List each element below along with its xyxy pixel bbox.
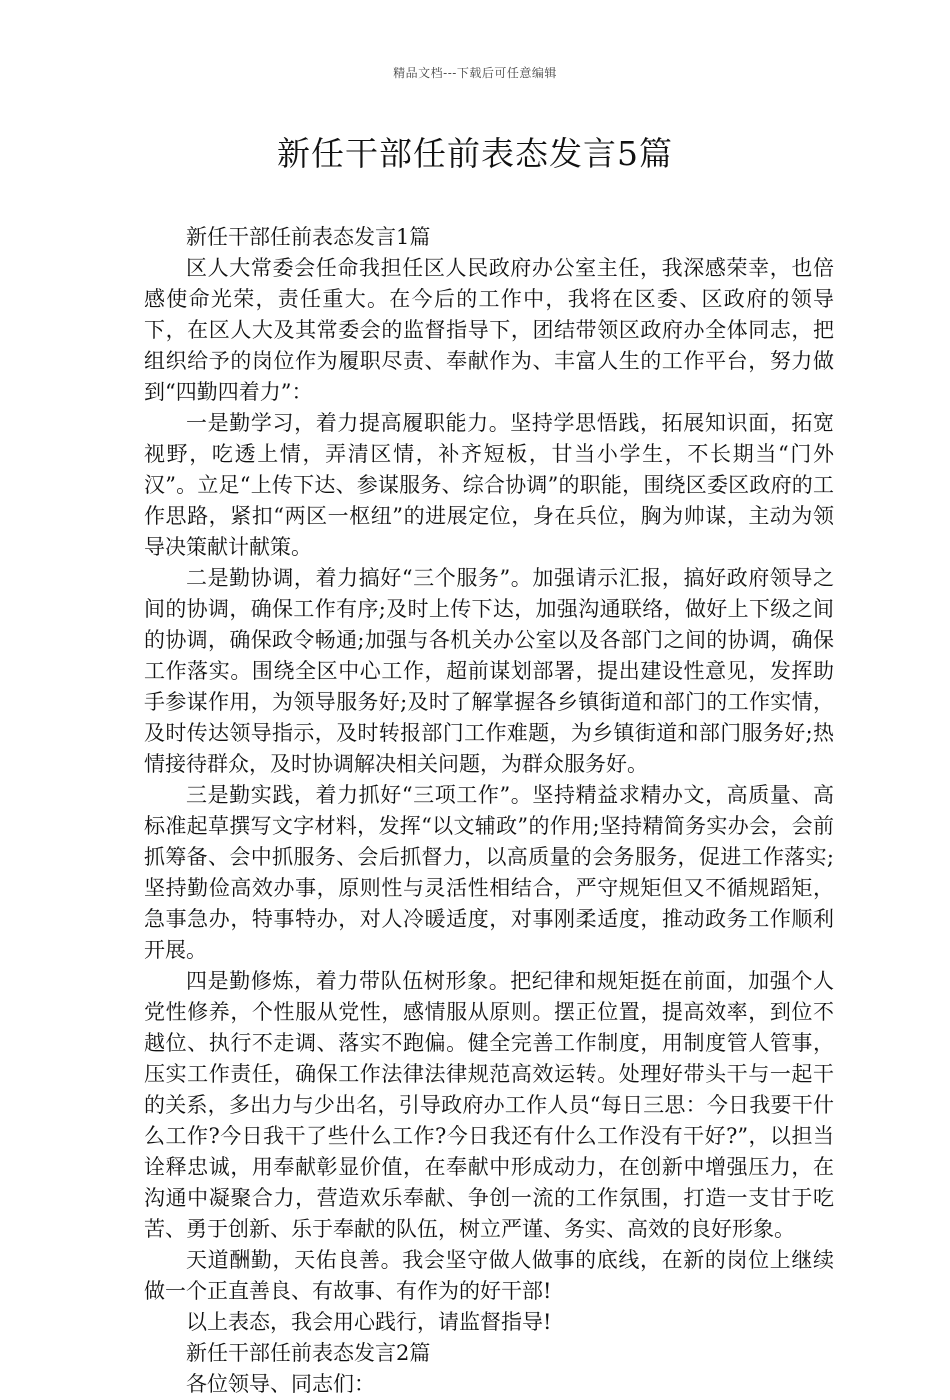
document-body (144, 222, 834, 1400)
paragraph: 四是勤修炼，着力带队伍树形象。把纪律和规矩挺在前面，加强个人党性修养，个性服从党性，感情服从原则。摆正位置，提高效率，到位不越位、执行不走调、落实不跑偏。健全完善工作制度，用制度管人管事，压实工作责任，确保工作法律法律规范高效运转。处理好带头干与一起干的关系，多出力与少出名，引导政府办工作人员“每日三思：今日我要干什么工作?今日我干了些什么工作?今日我还有什么工作没有干好?”，以担当诠释忠诚，用奉献彰显价值，在奉献中形成动力，在创新中增强压力，在沟通中凝聚合力，营造欢乐奉献、争创一流的工作氛围，打造一支甘于吃苦、勇于创新、乐于奉献的队伍，树立严谨、务实、高效的良好形象。 (144, 969, 834, 1241)
paragraph: 三是勤实践，着力抓好“三项工作”。坚持精益求精办文，高质量、高标准起草撰写文字材料，发挥“以文辅政”的作用;坚持精简务实办会，会前抓筹备、会中抓服务、会后抓督力，以高质量的会务服务，促进工作落实;坚持勤俭高效办事，原则性与灵活性相结合，严守规矩但又不循规蹈矩，急事急办，特事特办，对人冷暖适度，对事刚柔适度，推动政务工作顺利开展。 (144, 783, 834, 962)
paragraph: 区人大常委会任命我担任区人民政府办公室主任，我深感荣幸，也倍感使命光荣，责任重大。在今后的工作中，我将在区委、区政府的领导下，在区人大及其常委会的监督指导下，团结带领区政府办全体同志，把组织给予的岗位作为履职尽责、奉献作为、丰富人生的工作平台，努力做到“四勤四着力”： (144, 256, 834, 404)
header-note: 精品文档---下载后可任意编辑 (393, 66, 557, 80)
paragraph: 天道酬勤，天佑良善。我会坚守做人做事的底线，在新的岗位上继续做一个正直善良、有故事、有作为的好干部! (144, 1248, 834, 1303)
document-title: 新任干部任前表态发言5篇 (277, 134, 673, 173)
paragraph: 各位领导、同志们： (186, 1372, 375, 1396)
section-heading: 新任干部任前表态发言2篇 (186, 1341, 431, 1365)
section-heading: 新任干部任前表态发言1篇 (186, 225, 431, 249)
paragraph: 二是勤协调，着力搞好“三个服务”。加强请示汇报，搞好政府领导之间的协调，确保工作有序;及时上传下达，加强沟通联络，做好上下级之间的协调，确保政令畅通;加强与各机关办公室以及各部门之间的协调，确保工作落实。围绕全区中心工作，超前谋划部署，提出建设性意见，发挥助手参谋作用，为领导服务好;及时了解掌握各乡镇街道和部门的工作实情，及时传达领导指示，及时转报部门工作难题，为乡镇街道和部门服务好;热情接待群众，及时协调解决相关问题，为群众服务好。 (144, 566, 834, 776)
paragraph: 以上表态，我会用心践行，请监督指导! (186, 1310, 552, 1334)
paragraph: 一是勤学习，着力提高履职能力。坚持学思悟践，拓展知识面，拓宽视野，吃透上情，弄清区情，补齐短板，甘当小学生，不长期当“门外汉”。立足“上传下达、参谋服务、综合协调”的职能，围绕区委区政府的工作思路，紧扣“两区一枢纽”的进展定位，身在兵位，胸为帅谋，主动为领导决策献计献策。 (144, 411, 834, 559)
